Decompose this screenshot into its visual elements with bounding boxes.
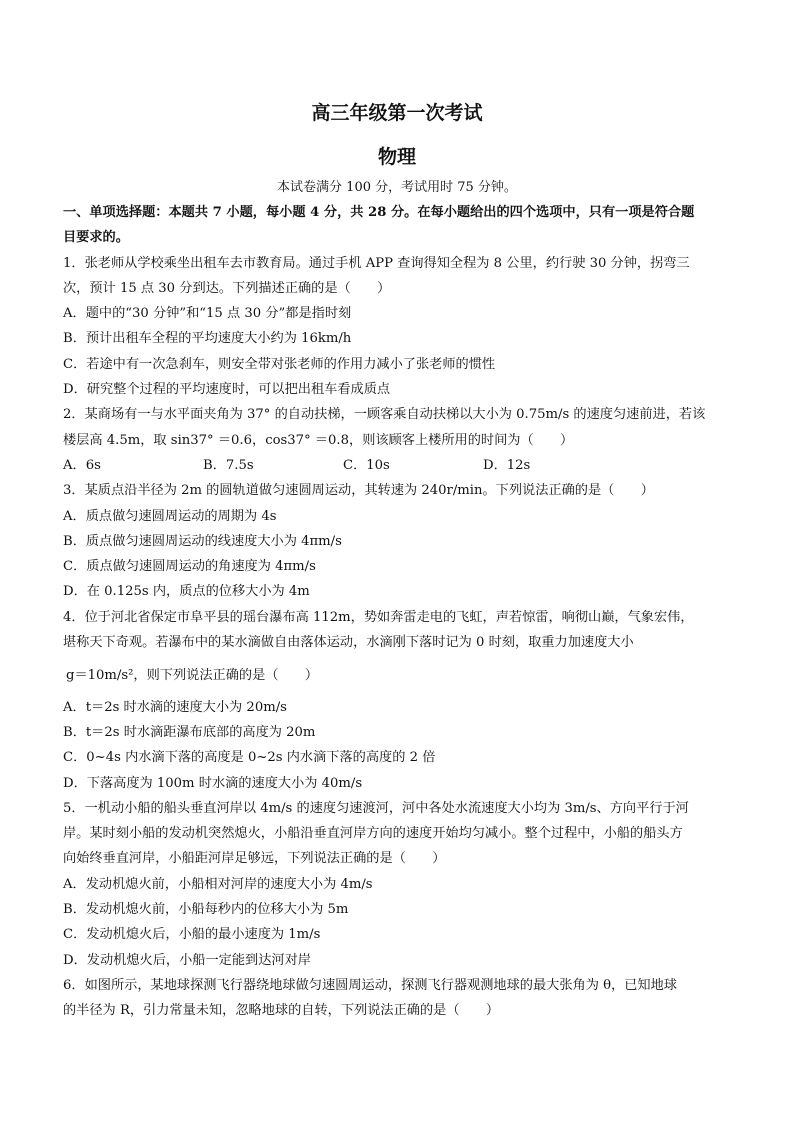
q2-option-d: D．12s [483, 457, 531, 473]
q4-option-b: B．t＝2s 时水滴距瀑布底部的高度为 20m [63, 724, 316, 740]
exam-title: 高三年级第一次考试 [311, 102, 483, 124]
q4-formula-line: g＝10m/s²，则下列说法正确的是（ ） [66, 668, 319, 684]
q3-stem-line1: 3．某质点沿半径为 2m 的圆轨道做匀速圆周运动，其转速为 240r/min。下列说法正确的是（ ） [63, 483, 654, 499]
q5-option-a: A．发动机熄火前，小船相对河岸的速度大小为 4m/s [63, 876, 373, 892]
q6-stem-line2: 的半径为 R，引力常量未知，忽略地球的自转，下列说法正确的是（ ） [63, 1003, 500, 1019]
q1-option-b: B．预计出租车全程的平均速度大小约为 16km/h [63, 331, 352, 347]
q3-option-a: A．质点做匀速圆周运动的周期为 4s [63, 508, 277, 524]
subject-title: 物理 [377, 146, 416, 168]
q1-option-a: A．题中的“30 分钟”和“15 点 30 分”都是指时刻 [63, 306, 352, 322]
q2-option-c: C．10s [343, 457, 390, 473]
q1-stem-line1: 1．张老师从学校乘坐出租车去市教育局。通过手机 APP 查询得知全程为 8 公里，约行驶 30 分钟，拐弯三 [63, 255, 690, 271]
q5-option-b: B．发动机熄火前，小船每秒内的位移大小为 5m [63, 902, 349, 918]
q2-options-row [63, 453, 733, 478]
q6-stem-line1: 6．如图所示，某地球探测飞行器绕地球做匀速圆周运动，探测飞行器观测地球的最大张角为 θ，已知地球 [63, 977, 677, 993]
q4-option-a: A．t＝2s 时水滴的速度大小为 20m/s [63, 699, 287, 715]
q1-option-c: C．若途中有一次急刹车，则安全带对张老师的作用力减小了张老师的惯性 [63, 356, 496, 372]
q2-stem-line2: 楼层高 4.5m，取 sin37° ＝0.6，cos37° ＝0.8，则该顾客上楼所用的时间为（ ） [63, 432, 574, 448]
q4-option-d: D．下落高度为 100m 时水滴的速度大小为 40m/s [63, 775, 363, 791]
q4-option-c: C．0~4s 内水滴下落的高度是 0~2s 内水滴下落的高度的 2 倍 [63, 750, 436, 766]
q1-option-d: D．研究整个过程的平均速度时，可以把出租车看成质点 [63, 382, 391, 398]
q5-stem-line2: 岸。某时刻小船的发动机突然熄火，小船沿垂直河岸方向的速度开始均匀减小。整个过程中，小船的船头方 [63, 826, 683, 842]
q2-option-b: B．7.5s [203, 457, 254, 473]
q3-option-c: C．质点做匀速圆周运动的角速度为 4πm/s [63, 559, 316, 575]
exam-body [63, 200, 733, 1024]
q1-stem-line2: 次，预计 15 点 30 分到达。下列描述正确的是（ ） [63, 280, 391, 296]
section-heading-line2: 目要求的。 [63, 230, 129, 246]
q2-option-a: A．6s [63, 457, 101, 473]
q5-stem-line1: 5．一机动小船的船头垂直河岸以 4m/s 的速度匀速渡河，河中各处水流速度大小均为 3m/s、方向平行于河 [63, 800, 689, 816]
q5-option-c: C．发动机熄火后，小船的最小速度为 1m/s [63, 927, 321, 943]
exam-note: 本试卷满分 100 分，考试用时 75 分钟。 [277, 180, 517, 195]
section-heading-line1: 一、单项选择题：本题共 7 小题，每小题 4 分，共 28 分。在每小题给出的四个选项中，只有一项是符合题 [63, 205, 695, 220]
q4-stem-line1: 4．位于河北省保定市阜平县的瑶台瀑布高 112m，势如奔雷走电的飞虹，声若惊雷，响彻山巅，气象宏伟， [63, 609, 694, 625]
q5-stem-line3: 向始终垂直河岸，小船距河岸足够远，下列说法正确的是（ ） [63, 851, 446, 867]
q2-stem-line1: 2．某商场有一与水平面夹角为 37° 的自动扶梯，一顾客乘自动扶梯以大小为 0.75m/s 的速度匀速前进，若该 [63, 407, 706, 423]
q4-stem-line2: 堪称天下奇观。若瀑布中的某水滴做自由落体运动，水滴刚下落时记为 0 时刻，取重力加速度大小 [63, 635, 634, 651]
q3-option-d: D．在 0.125s 内，质点的位移大小为 4m [63, 584, 310, 600]
q5-option-d: D．发动机熄火后，小船一定能到达河对岸 [63, 952, 311, 968]
q3-option-b: B．质点做匀速圆周运动的线速度大小为 4πm/s [63, 533, 342, 549]
